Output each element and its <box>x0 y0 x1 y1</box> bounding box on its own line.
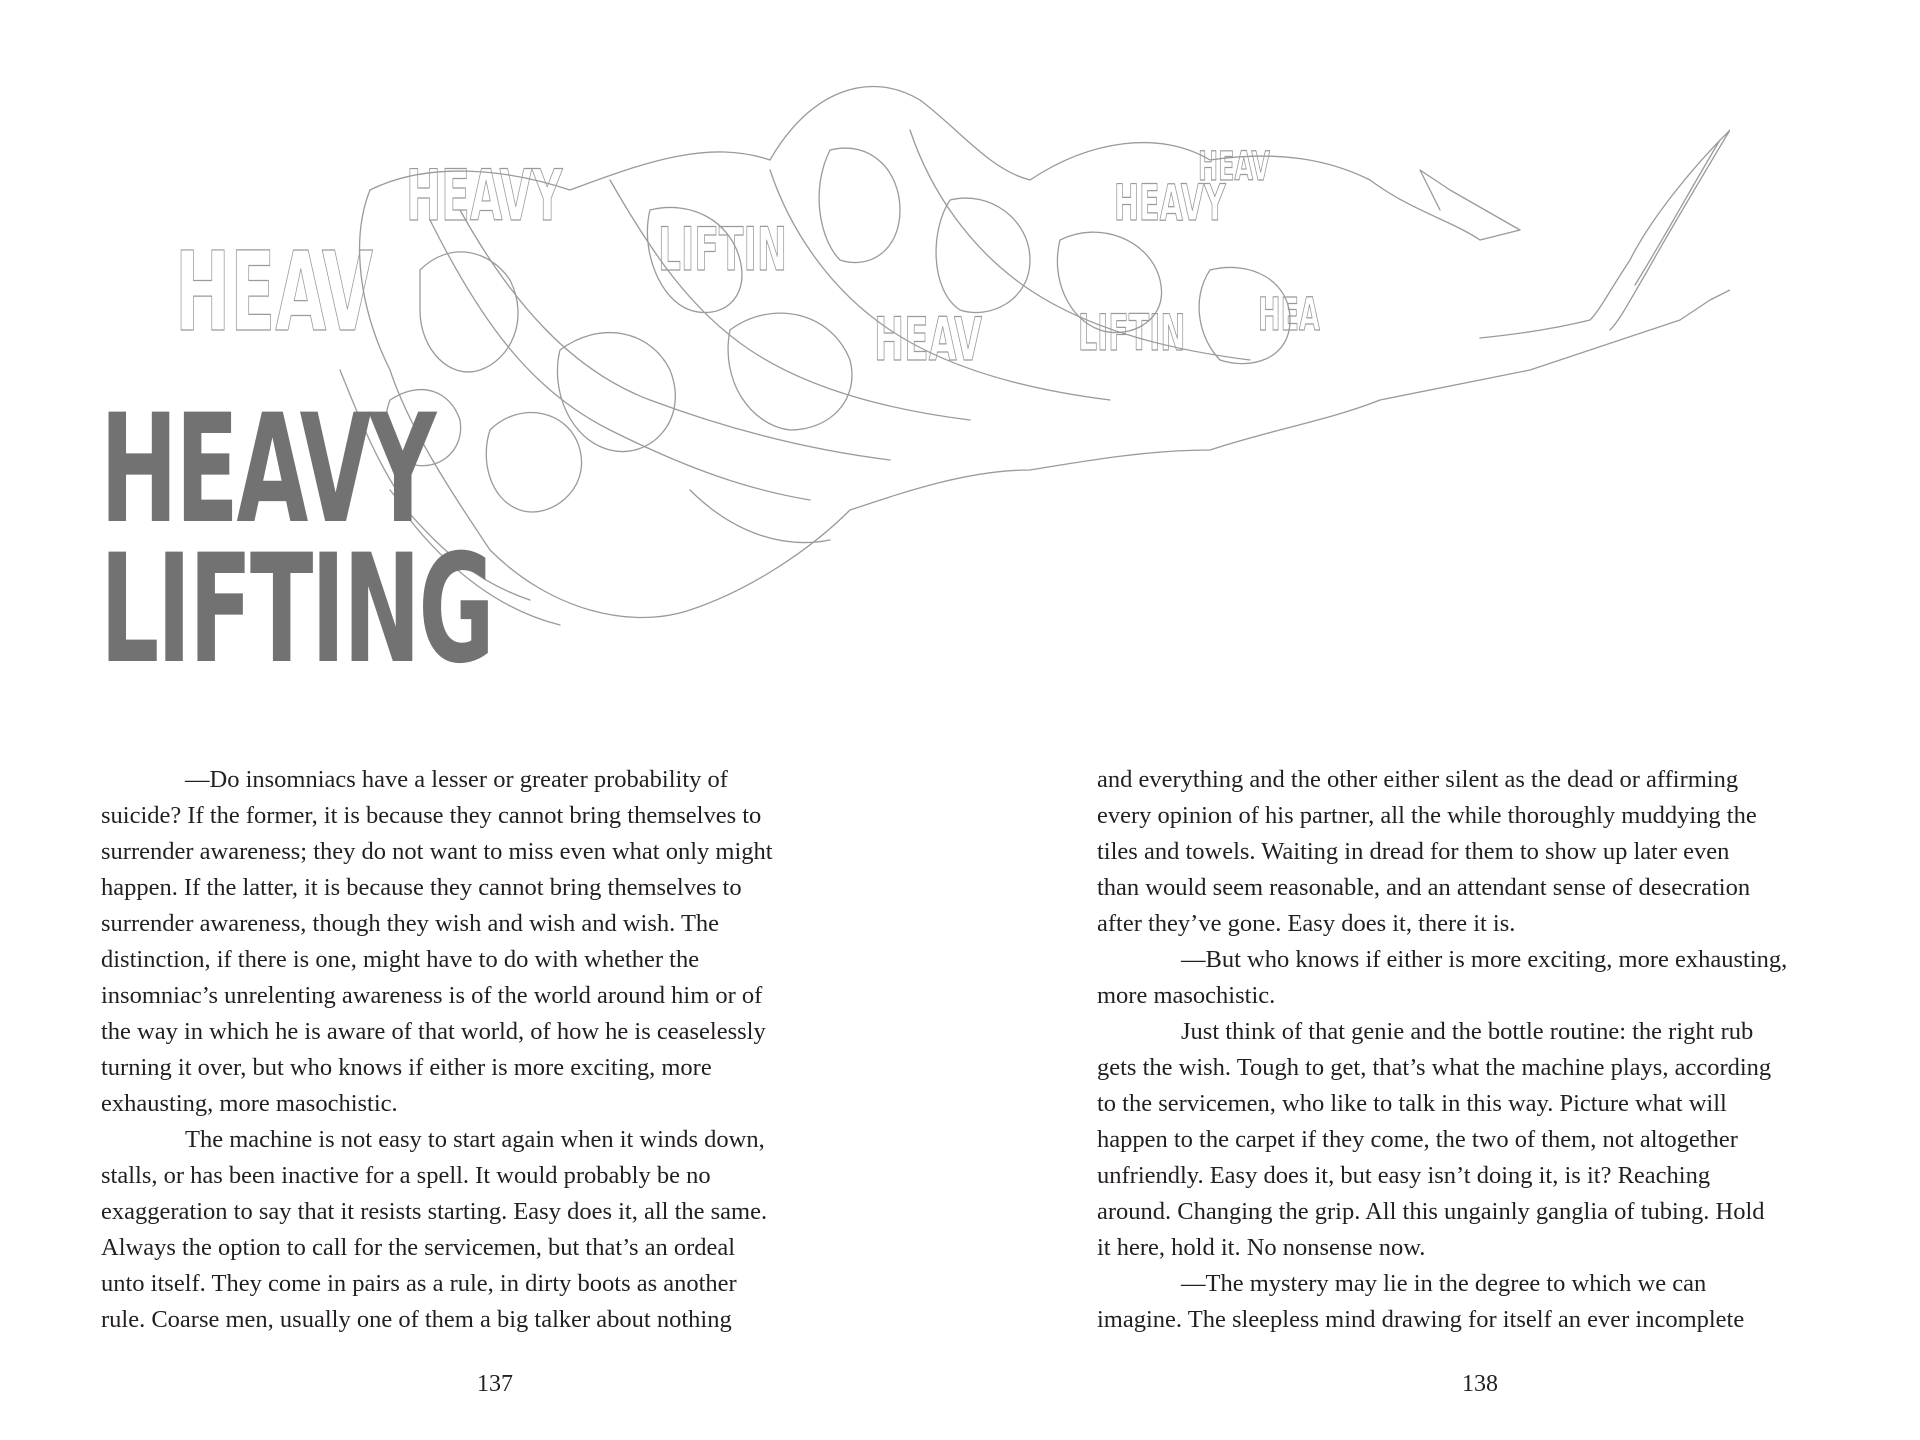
text-line: Always the option to call for the servicemen, but that’s an ordeal <box>101 1234 736 1261</box>
text-line: turning it over, but who knows if either is more exciting, more <box>101 1054 712 1081</box>
text-line: —Do insomniacs have a lesser or greater probability of <box>185 766 728 793</box>
text-line: suicide? If the former, it is because they cannot bring themselves to <box>101 802 762 829</box>
text-line: The machine is not easy to start again when it winds down, <box>185 1126 765 1153</box>
svg-text:HEAVY: HEAVY <box>406 154 563 237</box>
text-line: surrender awareness, though they wish and wish and wish. The <box>101 910 720 937</box>
text-line: happen to the carpet if they come, the two of them, not altogether <box>1097 1126 1738 1153</box>
text-line: stalls, or has been inactive for a spell. It would probably be no <box>101 1162 711 1189</box>
text-line: more masochistic. <box>1097 982 1276 1009</box>
text-line: the way in which he is aware of that world, of how he is ceaselessly <box>101 1018 766 1045</box>
text-line: exhausting, more masochistic. <box>101 1090 398 1117</box>
text-line: exaggeration to say that it resists starting. Easy does it, all the same. <box>101 1198 768 1225</box>
text-line: rule. Coarse men, usually one of them a big talker about nothing <box>101 1306 732 1333</box>
right-page-text <box>1097 762 1837 1338</box>
text-line: —The mystery may lie in the degree to which we can <box>1181 1270 1707 1297</box>
text-line: than would seem reasonable, and an attendant sense of desecration <box>1097 874 1751 901</box>
svg-text:HEAVY: HEAVY <box>1114 173 1226 233</box>
svg-text:HEAV: HEAV <box>874 304 982 375</box>
text-line: insomniac’s unrelenting awareness is of the world around him or of <box>101 982 763 1009</box>
text-line: surrender awareness; they do not want to miss even what only might <box>101 838 773 865</box>
text-line: after they’ve gone. Easy does it, there it is. <box>1097 910 1516 937</box>
text-line: around. Changing the grip. All this ungainly ganglia of tubing. Hold <box>1097 1198 1765 1225</box>
text-line: every opinion of his partner, all the while thoroughly muddying the <box>1097 802 1757 829</box>
page-number-left: 137 <box>477 1371 513 1397</box>
text-line: happen. If the latter, it is because they cannot bring themselves to <box>101 874 742 901</box>
text-line: Just think of that genie and the bottle routine: the right rub <box>1181 1018 1754 1045</box>
text-line: to the servicemen, who like to talk in this way. Picture what will <box>1097 1090 1727 1117</box>
text-line: imagine. The sleepless mind drawing for itself an ever incomplete <box>1097 1306 1745 1333</box>
svg-text:HEAV: HEAV <box>1198 142 1270 190</box>
chapter-title <box>100 383 493 697</box>
text-line: —But who knows if either is more exciting, more exhausting, <box>1181 946 1788 973</box>
text-line: unfriendly. Easy does it, but easy isn’t doing it, is it? Reaching <box>1097 1162 1711 1189</box>
svg-text:HEA: HEA <box>1258 288 1320 341</box>
left-page-text <box>101 762 841 1338</box>
text-line: unto itself. They come in pairs as a rule, in dirty boots as another <box>101 1270 737 1297</box>
text-line: it here, hold it. No nonsense now. <box>1097 1234 1426 1261</box>
text-line: and everything and the other either silent as the dead or affirming <box>1097 766 1739 793</box>
text-line: distinction, if there is one, might have to do with whether the <box>101 946 700 973</box>
title-line-1: HEAVY <box>100 383 434 557</box>
text-line: gets the wish. Tough to get, that’s what the machine plays, according <box>1097 1054 1772 1081</box>
svg-text:HEAV: HEAV <box>175 229 373 357</box>
title-line-2: LIFTING <box>100 523 493 697</box>
svg-text:LIFTIN: LIFTIN <box>1078 303 1186 363</box>
page-number-right: 138 <box>1462 1371 1498 1397</box>
text-line: tiles and towels. Waiting in dread for them to show up later even <box>1097 838 1730 865</box>
svg-text:LIFTIN: LIFTIN <box>658 214 787 285</box>
